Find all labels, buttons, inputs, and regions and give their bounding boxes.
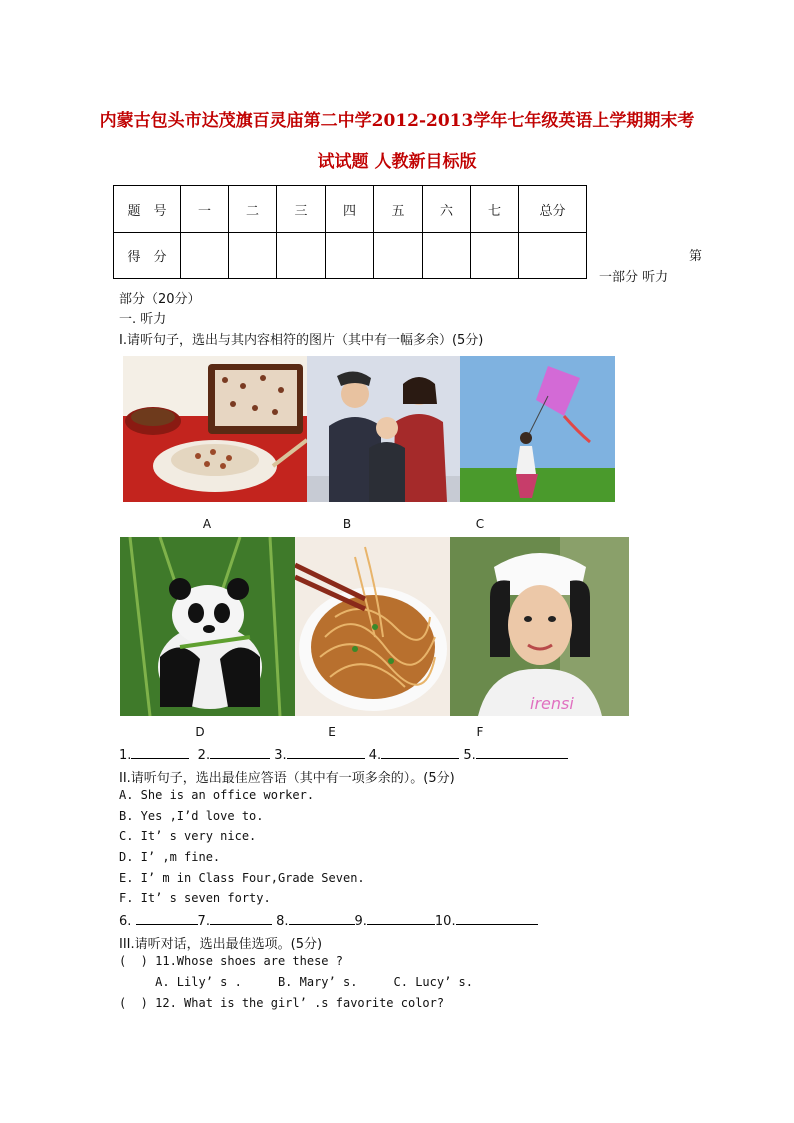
score-table-cell: 总分 [519,186,587,233]
picture-label-b: B [342,517,352,531]
answer-blank[interactable] [456,912,538,925]
score-input-cell[interactable] [471,233,519,279]
score-table [113,185,587,279]
picture-label-c: C [475,517,485,531]
q2-option-f: F. It’ s seven forty. [119,891,271,905]
q2-option-e: E. I’ m in Class Four,Grade Seven. [119,871,365,885]
q2-instruction: II.请听句子，选出最佳应答语（其中有一项多余的）。(5分) [119,771,455,786]
score-input-cell[interactable] [374,233,423,279]
document-title-line2: 试试题 人教新目标版 [317,152,477,172]
score-table-cell: 一 [181,186,229,233]
score-input-cell[interactable] [423,233,471,279]
score-input-cell[interactable] [277,233,326,279]
score-table-cell: 六 [423,186,471,233]
picture-label-d: D [195,725,205,739]
q1-answer-blanks [119,746,568,763]
q2-option-a: A. She is an office worker. [119,788,315,802]
score-input-cell[interactable] [326,233,374,279]
blank-label: 3. [274,748,287,763]
score-table-cell: 二 [229,186,277,233]
q3-item-11-options: A. Lily’ s . B. Mary’ s. C. Lucy’ s. [119,975,474,989]
score-input-cell[interactable] [181,233,229,279]
svg-text:irensi: irensi [530,694,574,713]
q2-option-b: B. Yes ,I’d love to. [119,809,264,823]
answer-blank[interactable] [287,746,365,759]
q2-option-c: C. It’ s very nice. [119,829,257,843]
score-table-score-row [114,233,587,279]
answer-blank[interactable] [136,912,198,925]
side-text-1: 第 [689,249,703,264]
blank-label: 2. [197,748,211,763]
family-photo-image [307,356,460,502]
girl-flying-kite-image [460,356,615,502]
answer-blank[interactable] [289,912,355,925]
blank-label: 9. [354,914,367,929]
q2-option-d: D. I’ ,m fine. [119,850,221,864]
score-table-header-row [114,186,587,233]
score-table-cell: 三 [277,186,326,233]
q2-answer-blanks [119,912,538,929]
nurse-image [450,537,629,716]
score-table-cell: 题 号 [114,186,181,233]
q3-item-11: ( ) 11.Whose shoes are these ? [119,954,343,968]
noodles-image [295,537,450,716]
q3-item-12: ( ) 12. What is the girl’ .s favorite color? [119,996,445,1010]
food-dumplings-image [123,356,307,502]
picture-label-e: E [328,725,336,739]
score-table-cell: 五 [374,186,423,233]
section-score: 部分（20分） [119,292,201,307]
score-table-cell: 得 分 [114,233,181,279]
panda-image [120,537,295,716]
answer-blank[interactable] [476,746,568,759]
blank-label: 1. [119,748,132,763]
score-input-cell[interactable] [519,233,587,279]
blank-label: 7. [197,914,210,929]
blank-label: 8. [276,914,289,929]
part1-heading: 一. 听力 [119,312,167,327]
q1-instruction: I.请听句子，选出与其内容相符的图片（其中有一幅多余）(5分) [119,333,484,348]
answer-blank[interactable] [367,912,435,925]
q3-instruction: III.请听对话，选出最佳选项。(5分) [119,937,323,952]
blank-label: 10. [434,914,456,929]
picture-label-a: A [202,517,212,531]
answer-blank[interactable] [210,746,270,759]
score-table-cell: 四 [326,186,374,233]
score-table-cell: 七 [471,186,519,233]
blank-label: 5. [463,748,476,763]
answer-blank[interactable] [210,912,272,925]
picture-label-f: F [476,725,484,739]
answer-blank[interactable] [131,746,189,759]
blank-label: 4. [368,748,382,763]
answer-blank[interactable] [381,746,459,759]
side-text-2: 一部分 听力 [599,270,669,285]
document-title-line1: 内蒙古包头市达茂旗百灵庙第二中学2012-2013学年七年级英语上学期期末考 [99,111,695,131]
score-input-cell[interactable] [229,233,277,279]
blank-label: 6. [119,914,132,929]
